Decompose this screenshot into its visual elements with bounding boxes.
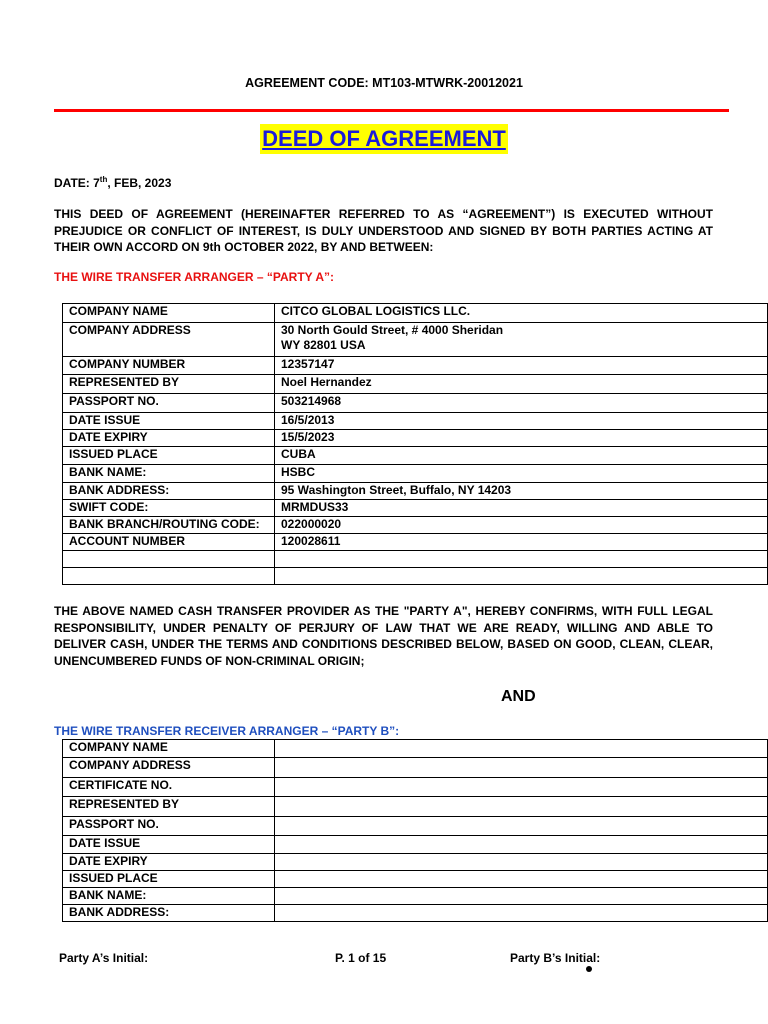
table-row xyxy=(63,551,768,568)
table-row xyxy=(63,413,768,430)
table-row xyxy=(63,758,768,778)
party-a-initial: Party A’s Initial: xyxy=(59,951,149,965)
bullet-mark xyxy=(586,966,592,972)
field-label xyxy=(63,551,275,568)
table-row xyxy=(63,483,768,500)
field-label: REPRESENTED BY xyxy=(63,797,275,817)
header-divider xyxy=(54,109,729,112)
field-label: COMPANY NUMBER xyxy=(63,357,275,375)
party-a-heading: THE WIRE TRANSFER ARRANGER – “PARTY A”: xyxy=(54,270,335,284)
field-label: BANK NAME: xyxy=(63,888,275,905)
field-value: MRMDUS33 xyxy=(275,500,768,517)
table-row xyxy=(63,871,768,888)
field-value: HSBC xyxy=(275,465,768,483)
table-row xyxy=(63,534,768,551)
field-value xyxy=(275,758,768,778)
table-row xyxy=(63,375,768,394)
field-label: COMPANY ADDRESS xyxy=(63,323,275,357)
field-value: 022000020 xyxy=(275,517,768,534)
table-row xyxy=(63,854,768,871)
field-value: 12357147 xyxy=(275,357,768,375)
party-a-table xyxy=(62,303,768,585)
field-value: 15/5/2023 xyxy=(275,430,768,447)
table-row xyxy=(63,465,768,483)
field-value: 30 North Gould Street, # 4000 Sheridan WY 82801 USA xyxy=(275,323,768,357)
field-value: 95 Washington Street, Buffalo, NY 14203 xyxy=(275,483,768,500)
field-label: DATE ISSUE xyxy=(63,836,275,854)
field-label: COMPANY NAME xyxy=(63,740,275,758)
table-row xyxy=(63,517,768,534)
table-row xyxy=(63,430,768,447)
field-value xyxy=(275,797,768,817)
field-label: COMPANY ADDRESS xyxy=(63,758,275,778)
field-label: DATE EXPIRY xyxy=(63,854,275,871)
field-value xyxy=(275,888,768,905)
field-label: BANK NAME: xyxy=(63,465,275,483)
field-value xyxy=(275,551,768,568)
date-line: DATE: 7th, FEB, 2023 xyxy=(54,175,172,190)
field-label: PASSPORT NO. xyxy=(63,394,275,413)
table-row xyxy=(63,836,768,854)
table-row xyxy=(63,500,768,517)
table-row xyxy=(63,817,768,836)
field-label: COMPANY NAME xyxy=(63,304,275,323)
confirmation-paragraph: THE ABOVE NAMED CASH TRANSFER PROVIDER AS THE "PARTY A", HEREBY CONFIRMS, WITH FULL LEGAL RESPONSIBILITY, UNDER PENALTY OF PERJURY OF LAW THAT WE ARE READY, WILLING AND ABLE TO DELIVER CASH, UNDER THE TERMS AND CONDITIONS DESCRIBED BELOW, BASED ON GOOD, CLEAN, CLEAR, UNENCUMBERED FUNDS OF NON-CRIMINAL ORIGIN; xyxy=(54,604,713,668)
party-b-table xyxy=(62,739,768,922)
field-value: Noel Hernandez xyxy=(275,375,768,394)
field-value: CITCO GLOBAL LOGISTICS LLC. xyxy=(275,304,768,323)
agreement-code: AGREEMENT CODE: MT103-MTWRK-20012021 xyxy=(245,76,523,90)
field-value xyxy=(275,740,768,758)
field-label: DATE EXPIRY xyxy=(63,430,275,447)
field-value xyxy=(275,871,768,888)
page-number: P. 1 of 15 xyxy=(335,951,387,965)
field-value xyxy=(275,905,768,922)
table-row xyxy=(63,357,768,375)
field-value: 120028611 xyxy=(275,534,768,551)
field-value: 16/5/2013 xyxy=(275,413,768,430)
field-value: 503214968 xyxy=(275,394,768,413)
table-row xyxy=(63,797,768,817)
field-value xyxy=(275,836,768,854)
table-row xyxy=(63,394,768,413)
field-label xyxy=(63,568,275,585)
field-label: CERTIFICATE NO. xyxy=(63,778,275,797)
field-value xyxy=(275,778,768,797)
table-row xyxy=(63,304,768,323)
field-label: BANK ADDRESS: xyxy=(63,483,275,500)
intro-paragraph: THIS DEED OF AGREEMENT (HEREINAFTER REFERRED TO AS “AGREEMENT”) IS EXECUTED WITHOUT PREJUDICE OR CONFLICT OF INTEREST, IS DULY UNDERSTOOD AND SIGNED BY BOTH PARTIES ACTING AT THEIR OWN ACCORD ON 9th OCTOBER 2022, BY AND BETWEEN: xyxy=(54,207,713,254)
table-row xyxy=(63,323,768,357)
document-title: DEED OF AGREEMENT xyxy=(260,124,508,154)
party-b-heading: THE WIRE TRANSFER RECEIVER ARRANGER – “PARTY B”: xyxy=(54,724,400,738)
party-b-initial: Party B’s Initial: xyxy=(510,951,601,965)
field-label: DATE ISSUE xyxy=(63,413,275,430)
field-value xyxy=(275,568,768,585)
table-row xyxy=(63,778,768,797)
table-row xyxy=(63,905,768,922)
field-label: ISSUED PLACE xyxy=(63,447,275,465)
field-label: SWIFT CODE: xyxy=(63,500,275,517)
field-label: ACCOUNT NUMBER xyxy=(63,534,275,551)
field-label: ISSUED PLACE xyxy=(63,871,275,888)
field-value: CUBA xyxy=(275,447,768,465)
field-label: BANK BRANCH/ROUTING CODE: xyxy=(63,517,275,534)
field-value xyxy=(275,817,768,836)
field-label: BANK ADDRESS: xyxy=(63,905,275,922)
table-row xyxy=(63,740,768,758)
table-row xyxy=(63,888,768,905)
field-label: PASSPORT NO. xyxy=(63,817,275,836)
field-label: REPRESENTED BY xyxy=(63,375,275,394)
table-row xyxy=(63,447,768,465)
field-value xyxy=(275,854,768,871)
table-row xyxy=(63,568,768,585)
and-separator: AND xyxy=(501,688,536,705)
